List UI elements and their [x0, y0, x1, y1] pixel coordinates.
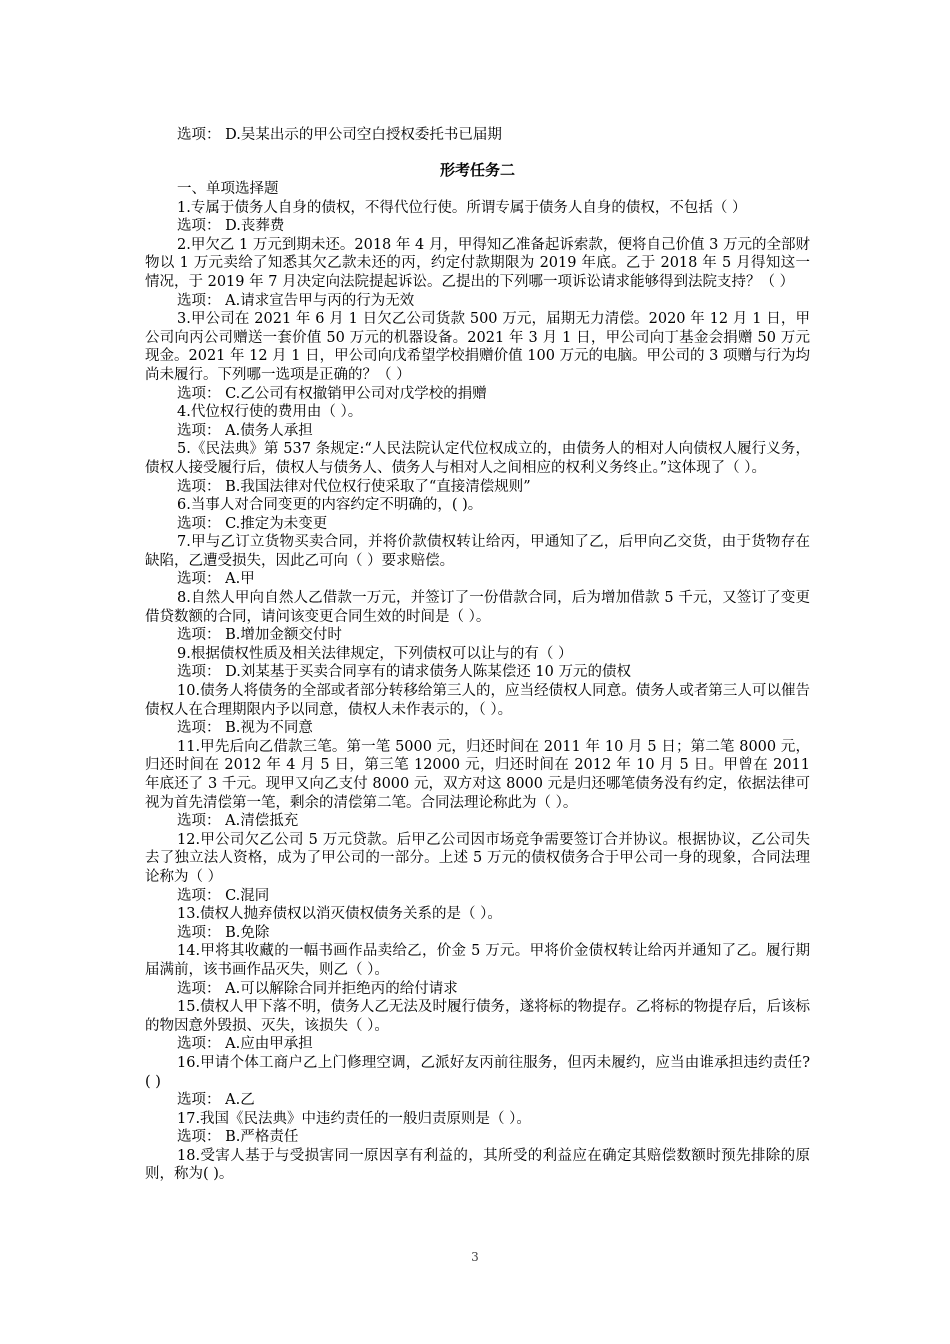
answer-option: 选项： C.混同 [177, 887, 270, 904]
question-text: 16.甲请个体工商户乙上门修理空调，乙派好友丙前往服务，但丙未履约，应当由谁承担违约责任? ( ) [145, 1054, 810, 1090]
answer-option: 选项： D.刘某基于买卖合同享有的请求债务人陈某偿还 10 万元的债权 [177, 664, 631, 681]
question-text: 10.债务人将债务的全部或者部分转移给第三人的，应当经债权人同意。债务人或者第三人可以催告债权人在合理期限内予以同意，债权人未作表示的，（ ）。 [145, 683, 810, 718]
question-text: 5.《民法典》第 537 条规定:“人民法院认定代位权成立的，由债务人的相对人向债权人履行义务，债权人接受履行后，债权人与债务人、债务人与相对人之间相应的权利义务终止。”这体现了（ ）。 [145, 441, 810, 476]
answer-option: 选项： A.清偿抵充 [177, 813, 299, 830]
previous-answer-option: 选项： D.吴某出示的甲公司空白授权委托书已届期 [177, 127, 502, 143]
question-text: 9.根据债权性质及相关法律规定，下列债权可以让与的有（ ） [177, 645, 573, 662]
answer-option: 选项： A.甲 [177, 571, 255, 588]
question-text: 4.代位权行使的费用由（ ）。 [177, 404, 363, 421]
question-text: 13.债权人抛弃债权以消灭债权债务关系的是（ ）。 [177, 906, 502, 923]
answer-option: 选项： B.增加金额交付时 [177, 627, 342, 644]
question-text: 1.专属于债务人自身的债权，不得代位行使。所谓专属于债务人自身的债权，不包括（ ） [177, 199, 747, 216]
question-text: 18.受害人基于与受损害同一原因享有利益的，其所受的利益应在确定其赔偿数额时预先排除的原则，称为( )。 [145, 1147, 810, 1183]
page-number: 3 [471, 1250, 479, 1264]
question-text: 2.甲欠乙 1 万元到期未还。2018 年 4 月，甲得知乙准备起诉索款，便将自己价值 3 万元的全部财物以 1 万元卖给了知悉其欠乙款未还的丙，约定付款期限为 2019 年底。乙于 2018 年 5 月得知这一情况，于 2019 年 7 月决定向法院提起诉讼。乙提出的下列哪一项诉讼请求能够得到法院支持？（ ） [145, 236, 810, 290]
answer-option: 选项： A.应由甲承担 [177, 1036, 313, 1053]
question-text: 14.甲将其收藏的一幅书画作品卖给乙，价金 5 万元。甲将价金债权转让给丙并通知了乙。履行期届满前，该书画作品灭失，则乙（ ）。 [145, 943, 810, 978]
answer-option: 选项： B.视为不同意 [177, 720, 313, 737]
answer-option: 选项： C.乙公司有权撤销甲公司对戊学校的捐赠 [177, 385, 487, 402]
section-heading: 一、单项选择题 [177, 181, 279, 197]
question-text: 11.甲先后向乙借款三笔。第一笔 5000 元，归还时间在 2011 年 10 月 5 日；第二笔 8000 元，归还时间在 2012 年 4 月 5 日，第三笔 12000 元，归还时间在 2012 年 10 月 5 日。甲曾在 2011 年底还了 3 千元。现甲又向乙支付 8000 元，双方对这 8000 元是归还哪笔债务没有约定，依据法律可视为首先清偿第一笔，剩余的清偿第二笔。合同法理论称此为（ ）。 [145, 738, 810, 811]
question-text: 8.自然人甲向自然人乙借款一万元，并签订了一份借款合同，后为增加借款 5 千元，又签订了变更借贷数额的合同，请问该变更合同生效的时间是（ ）。 [145, 590, 810, 625]
question-list [145, 180, 810, 1184]
answer-option: 选项： A.请求宣告甲与丙的行为无效 [177, 292, 415, 309]
question-text: 3.甲公司在 2021 年 6 月 1 日欠乙公司货款 500 万元，届期无力清偿。2020 年 12 月 1 日，甲公司向丙公司赠送一套价值 50 万元的机器设备。2021 年 3 月 1 日，甲公司向丁基金会捐赠 50 万元现金。2021 年 12 月 1 日，甲公司向戊希望学校捐赠价值 100 万元的电脑。甲公司的 3 项赠与行为均尚未履行。下列哪一选项是正确的？（ ） [145, 311, 810, 383]
question-text: 7.甲与乙订立货物买卖合同，并将价款债权转让给丙，甲通知了乙，后甲向乙交货，由于货物存在缺陷，乙遭受损失，因此乙可向（ ）要求赔偿。 [145, 534, 810, 569]
answer-option: 选项： A.乙 [177, 1092, 255, 1109]
answer-option: 选项： C.推定为未变更 [177, 515, 328, 532]
answer-option: 选项： A.债务人承担 [177, 422, 313, 439]
question-text: 17.我国《民法典》中违约责任的一般归责原则是（ ）。 [177, 1110, 531, 1127]
section-title: 形考任务二 [439, 161, 515, 179]
answer-option: 选项： D.丧葬费 [177, 218, 285, 235]
question-text: 15.债权人甲下落不明，债务人乙无法及时履行债务，遂将标的物提存。乙将标的物提存后，后该标的物因意外毁损、灭失，该损失（ ）。 [145, 999, 810, 1034]
answer-option: 选项： A.可以解除合同并拒绝丙的给付请求 [177, 980, 458, 997]
answer-option: 选项： B.严格责任 [177, 1129, 299, 1146]
answer-option: 选项： B.免除 [177, 924, 270, 941]
answer-option: 选项： B.我国法律对代位权行使采取了“直接清偿规则” [177, 478, 531, 495]
question-text: 12.甲公司欠乙公司 5 万元贷款。后甲乙公司因市场竞争需要签订合并协议。根据协议，乙公司失去了独立法人资格，成为了甲公司的一部分。上述 5 万元的债权债务合于甲公司一身的现象，合同法理论称为（ ） [145, 831, 810, 885]
question-text: 6.当事人对合同变更的内容约定不明确的，( )。 [177, 497, 483, 514]
